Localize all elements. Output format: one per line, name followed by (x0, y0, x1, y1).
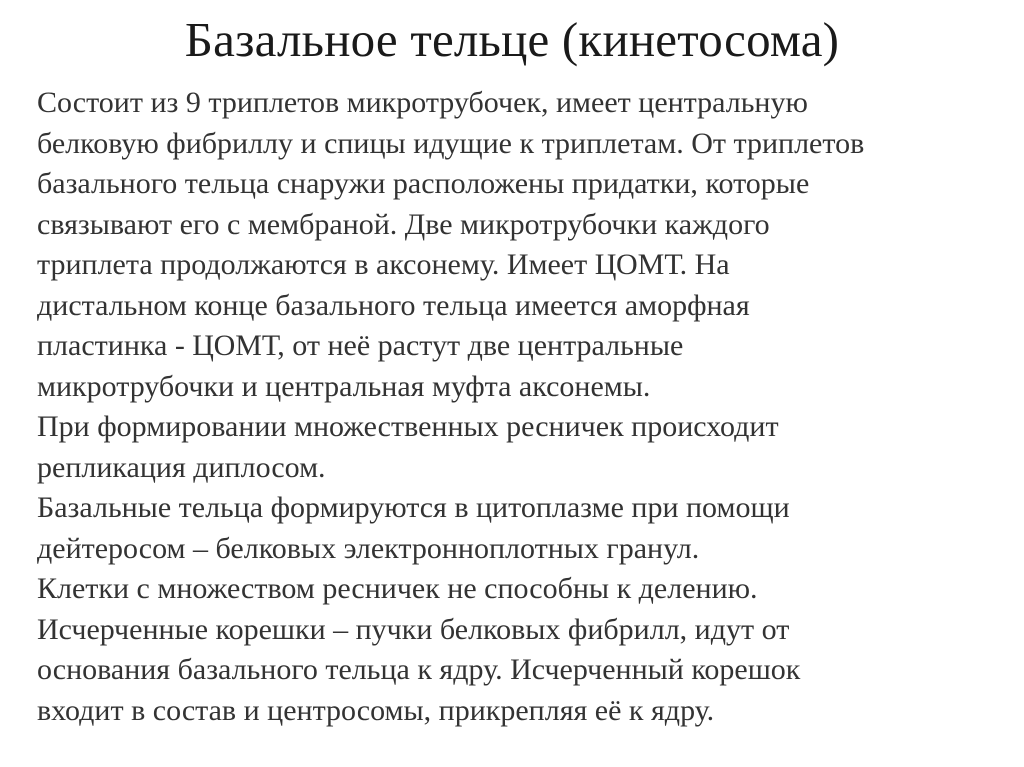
text-line: пластинка - ЦОМТ, от неё растут две центральные (37, 329, 684, 362)
paragraph-cell-division (37, 569, 997, 610)
text-line: основания базального тельца к ядру. Исчерченный корешок (37, 653, 801, 686)
paragraph-structure (37, 83, 997, 407)
text-line: связывают его с мембраной. Две микротрубочки каждого (37, 207, 770, 241)
paragraph-deuterosomes (37, 488, 997, 569)
text-line: дистальном конце базального тельца имеется аморфная (37, 288, 750, 322)
text-line: При формировании множественных ресничек происходит (37, 410, 779, 443)
text-line: белковую фибриллу и спицы идущие к триплетам. От триплетов (37, 126, 865, 160)
text-line: микротрубочки и центральная муфта аксонемы. (37, 369, 651, 403)
text-line: дейтеросом – белковых электронноплотных гранул. (37, 531, 700, 565)
text-line: базального тельца снаружи расположены придатки, которые (37, 167, 810, 200)
text-line: Состоит из 9 триплетов микротрубочек, имеет центральную (37, 86, 808, 119)
paragraph-cilia-formation (37, 407, 997, 488)
slide-title: Базальное тельце (кинетосома) (184, 12, 840, 67)
text-line: Исчерченные корешки – пучки белковых фибрилл, идут от (37, 612, 790, 646)
text-line: Клетки с множеством ресничек не способны к делению. (37, 572, 758, 605)
text-line: Базальные тельца формируются в цитоплазме при помощи (37, 491, 790, 524)
text-line: репликация диплосом. (37, 450, 326, 484)
text-line: триплета продолжаются в аксонему. Имеет ЦОМТ. На (37, 248, 730, 281)
slide-body (37, 83, 997, 731)
text-line: входит в состав и центросомы, прикрепляя её к ядру. (37, 693, 715, 727)
paragraph-rootlets (37, 610, 997, 732)
